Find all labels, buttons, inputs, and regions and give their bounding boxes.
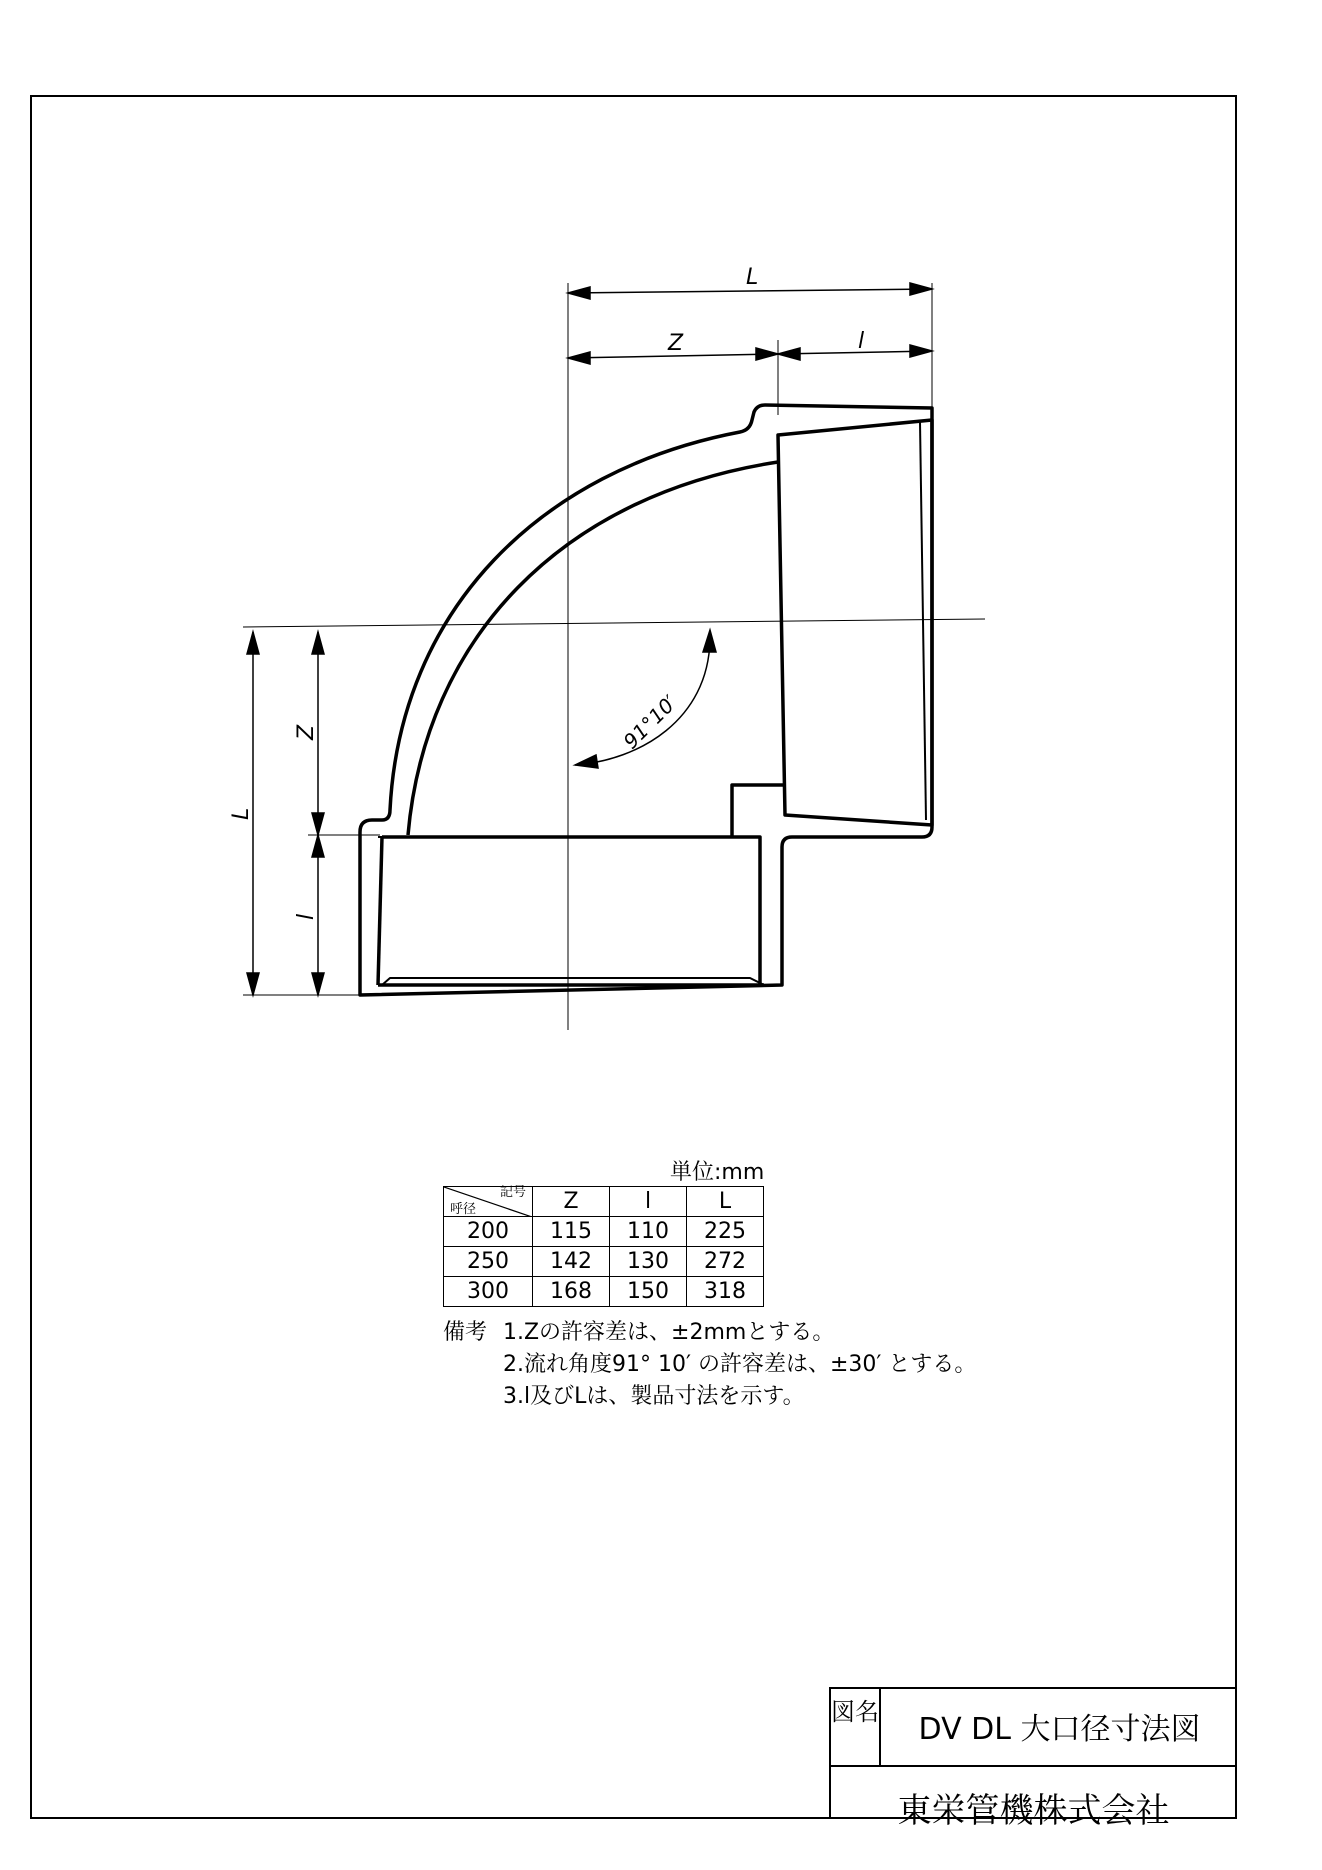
table-unit: 単位:mm bbox=[670, 1160, 765, 1185]
dim-text-l-horizontal: l bbox=[858, 329, 865, 354]
table-corner-cell bbox=[444, 1187, 533, 1217]
dim-text-Z-horizontal: Z bbox=[668, 331, 684, 356]
dim-text-Z-vertical: Z bbox=[294, 724, 319, 740]
dim-text-L-horizontal: L bbox=[746, 265, 759, 290]
table-row bbox=[444, 1217, 764, 1247]
note-item: 3.l及びLは、製品寸法を示す。 bbox=[503, 1384, 805, 1409]
dim-text-l-vertical: l bbox=[294, 913, 319, 920]
table-cell: 115 bbox=[533, 1217, 610, 1247]
table-row bbox=[444, 1247, 764, 1277]
title-block-label: 図名 bbox=[831, 1698, 879, 1726]
angle-dimension bbox=[575, 630, 716, 768]
table-cell: 130 bbox=[610, 1247, 687, 1277]
note-item: 1.Zの許容差は、±2mmとする。 bbox=[503, 1320, 835, 1345]
drawing-title: DV DL 大口径寸法図 bbox=[918, 1712, 1201, 1747]
table-header-cell: Z bbox=[533, 1187, 610, 1217]
table-header-row bbox=[444, 1187, 764, 1217]
notes bbox=[443, 1317, 976, 1413]
table-cell: 318 bbox=[687, 1277, 764, 1307]
table-cell: 142 bbox=[533, 1247, 610, 1277]
corner-label-size: 呼径 bbox=[450, 1202, 477, 1217]
table-cell-size: 250 bbox=[444, 1247, 533, 1277]
note-row bbox=[443, 1381, 976, 1413]
table-cell: 168 bbox=[533, 1277, 610, 1307]
corner-label-symbol: 記号 bbox=[499, 1185, 526, 1200]
table-cell: 150 bbox=[610, 1277, 687, 1307]
elbow-fitting bbox=[360, 405, 932, 995]
table-header-cell: L bbox=[687, 1187, 764, 1217]
table-cell: 225 bbox=[687, 1217, 764, 1247]
company-name: 東栄管機株式会社 bbox=[897, 1791, 1170, 1831]
dimension-table bbox=[443, 1186, 764, 1307]
note-row bbox=[443, 1317, 976, 1349]
notes-label: 備考 bbox=[443, 1320, 488, 1345]
drawing-frame bbox=[31, 96, 1236, 1818]
table-cell: 110 bbox=[610, 1217, 687, 1247]
table-cell-size: 300 bbox=[444, 1277, 533, 1307]
note-row bbox=[443, 1349, 976, 1381]
table-header-cell: l bbox=[610, 1187, 687, 1217]
note-item: 2.流れ角度91° 10′ の許容差は、±30′ とする。 bbox=[503, 1352, 977, 1377]
dim-text-L-vertical: L bbox=[229, 807, 254, 820]
table-cell-size: 200 bbox=[444, 1217, 533, 1247]
horizontal-dimensions bbox=[568, 283, 932, 408]
dim-line-l-horizontal bbox=[778, 351, 932, 354]
center-lines bbox=[243, 283, 985, 1030]
table-cell: 272 bbox=[687, 1247, 764, 1277]
angle-text: 91°10′ bbox=[618, 690, 682, 754]
table-row bbox=[444, 1277, 764, 1307]
